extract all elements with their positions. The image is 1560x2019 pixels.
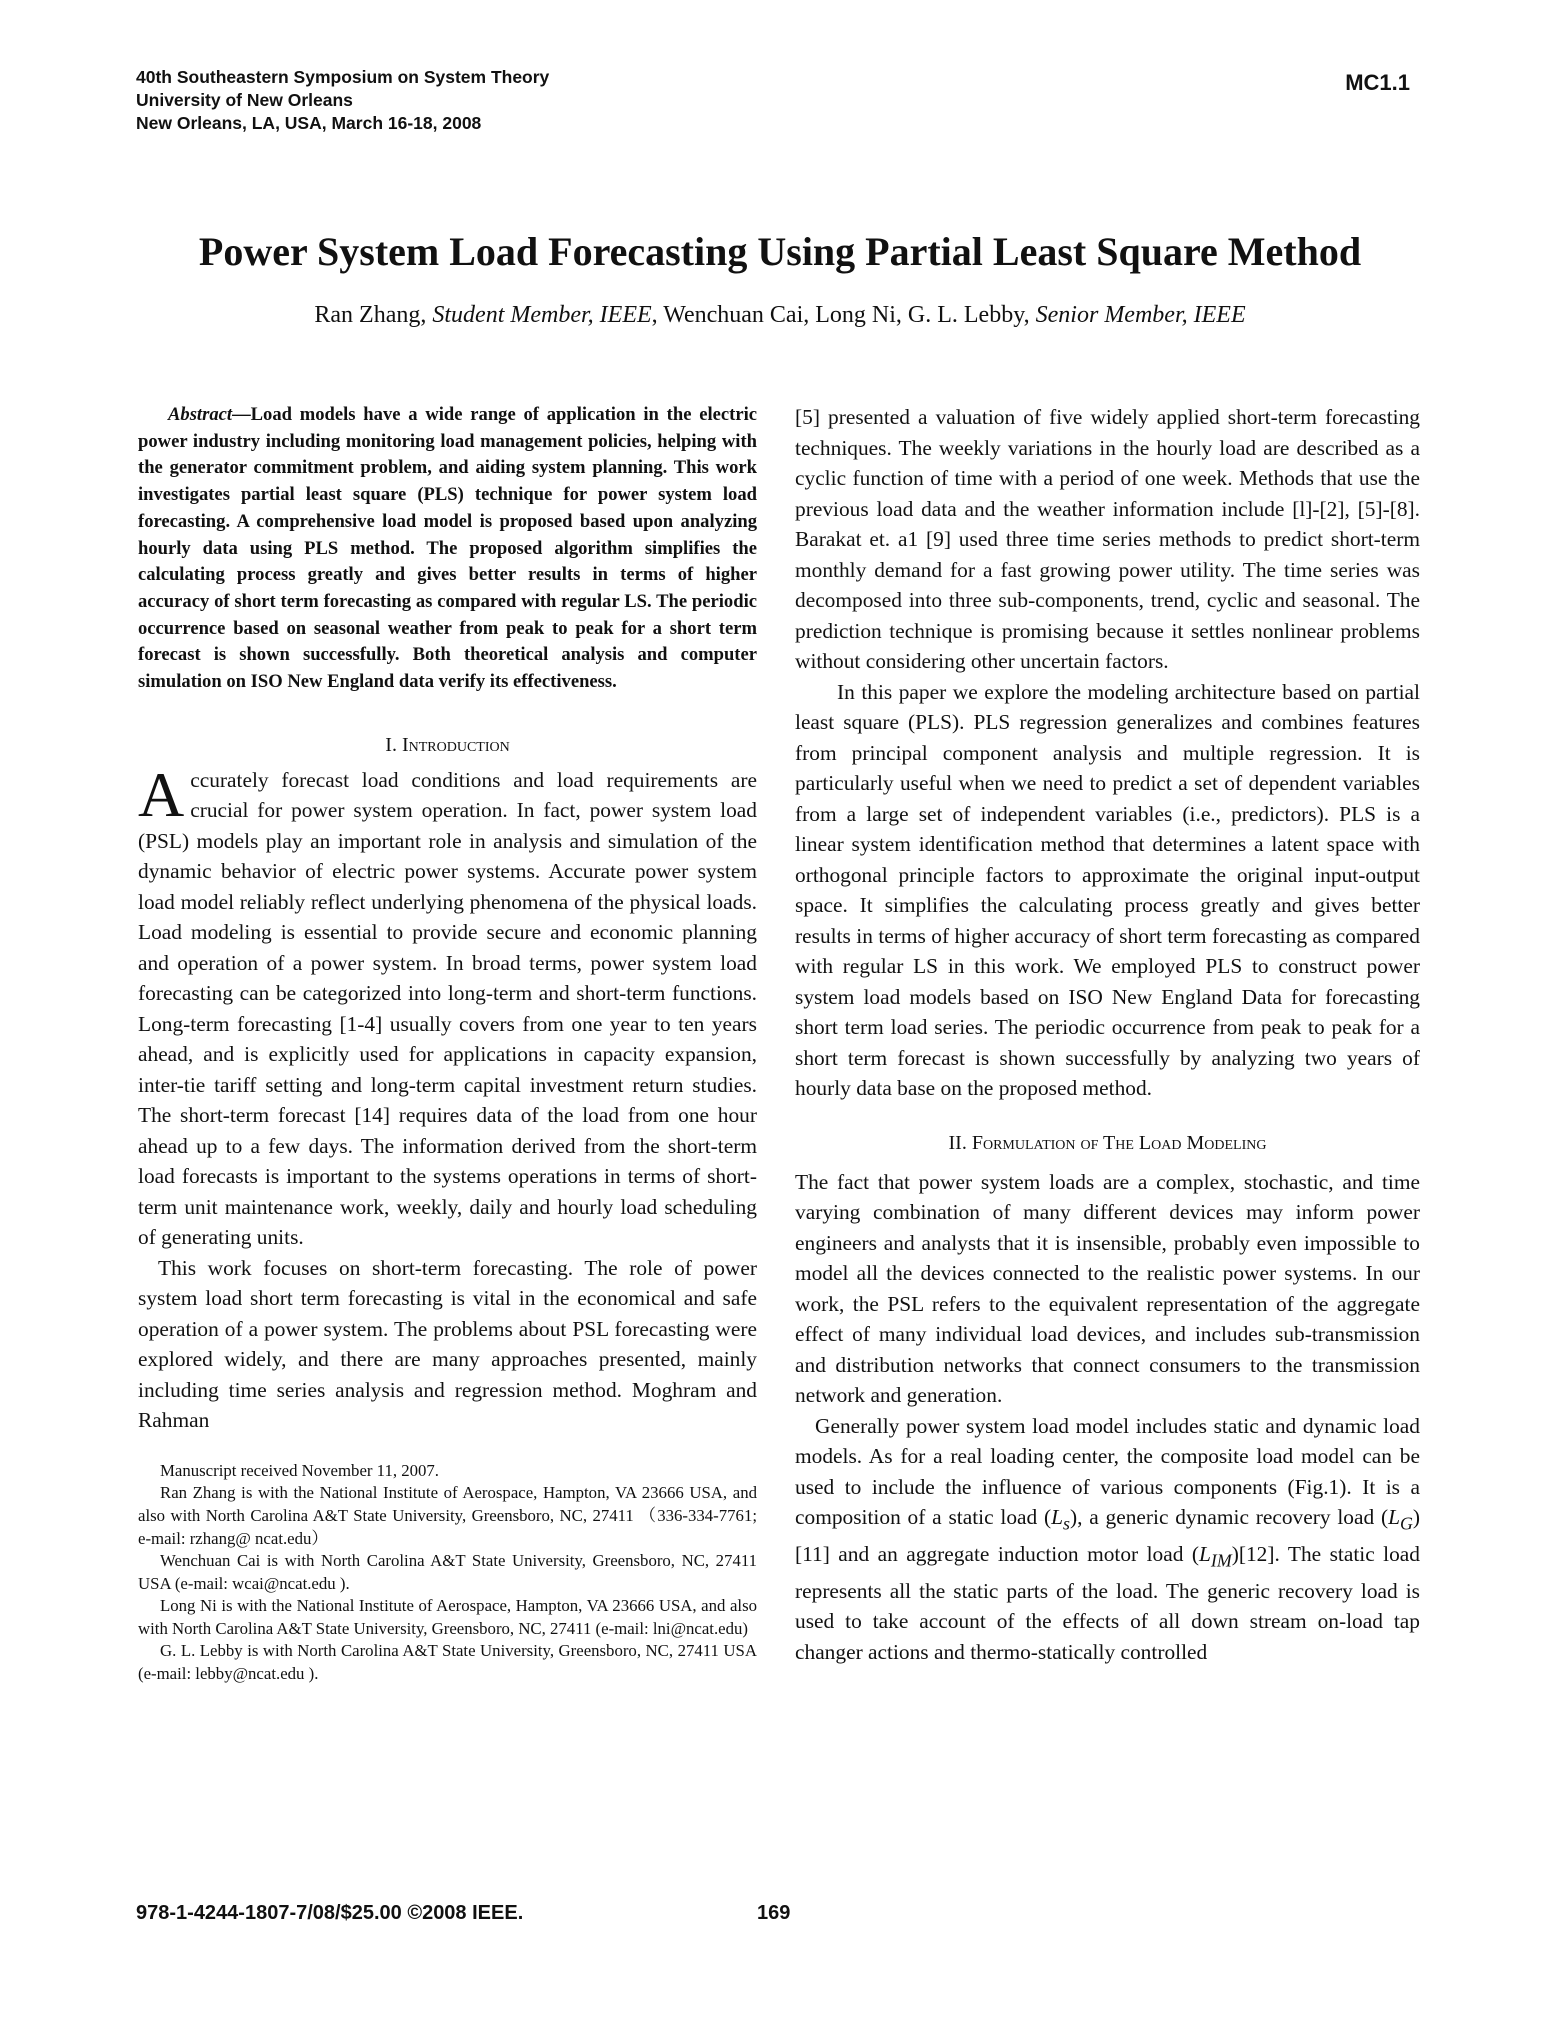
section-title: Formulation of The Load Modeling	[971, 1131, 1267, 1154]
intro-paragraph-3: [5] presented a valuation of five widely applied short-term forecasting techniques. The weekly variations in the hourly load are described as a cyclic function of time with a period of one week. Methods that use the previous load data and the weather information include [l]-[2], [5]-[8]. Barakat et. a1 [9] used three time series methods to predict short-term monthly demand for a fast growing power utility. The time series was decomposed into three sub-components, trend, cyclic and seasonal. The prediction technique is promising because it settles nonlinear problems without considering other uncertain factors.	[795, 405, 1420, 673]
intro-paragraph-1-text: ccurately forecast load conditions and load requirements are crucial for power system operation. In fact, power system load (PSL) models play an important role in analysis and simulation of the dynamic behavior of electric power systems. Accurate power system load model reliably reflect underlying phenomena of the physical loads. Load modeling is essential to provide secure and economic planning and operation of a power system. In broad terms, power system load forecasting can be categorized into long-term and short-term functions. Long-term forecasting [1-4] usually covers from one year to ten years ahead, and is explicitly used for applications in capacity expansion, inter-tie tariff setting and long-term capital investment return studies. The short-term forecast [14] requires data of the load from one hour ahead up to a few days. The information derived from the short-term load forecasts is important to the systems operations in terms of short-term unit maintenance work, weekly, daily and hourly load scheduling of generating units.	[138, 767, 757, 1250]
footnote-received: Manuscript received November 11, 2007.	[160, 1460, 439, 1480]
section-title: Introduction	[401, 733, 510, 756]
footnote-ni: Long Ni is with the National Institute of Aerospace, Hampton, VA 23666 USA, and also with North Carolina A&T State University, Greensboro, NC, 27411 (e-mail: lni@ncat.edu)	[138, 1596, 757, 1638]
symbol-letter: L	[1051, 1505, 1064, 1529]
induction-motor-load-symbol	[1199, 1541, 1232, 1571]
section-number: II.	[948, 1131, 967, 1154]
symbol-subscript: IM	[1210, 1550, 1232, 1571]
text-run: Generally power system load model includes static and dynamic load models. As for a real loading center, the composite load model can be used to include the influence of various components (Fig.1). It is a composition of a static load (	[795, 1413, 1420, 1529]
footnotes	[138, 1460, 757, 1686]
intro-paragraph-1	[138, 758, 757, 1253]
abstract-text: —Load models have a wide range of application in the electric power industry including monitoring load management policies, helping with the generator commitment problem, and aiding system planning. This work investigates partial least square (PLS) technique for power system load forecasting. A comprehensive load model is proposed based upon analyzing hourly data using PLS method. The proposed algorithm simplifies the calculating process greatly and gives better results in terms of higher accuracy of short term forecasting as compared with regular LS. The periodic occurrence based on seasonal weather from peak to peak for a short term forecast is shown successfully. Both theoretical analysis and computer simulation on ISO New England data verify its effectiveness.	[138, 404, 757, 693]
text-run: ), a generic dynamic recovery load (	[1070, 1505, 1389, 1529]
session-code: MC1.1	[1345, 70, 1410, 95]
university-name: University of New Orleans	[136, 90, 353, 110]
abstract-label: Abstract	[168, 404, 233, 425]
author-4-role: Senior Member, IEEE	[1035, 302, 1246, 328]
footnote-cai: Wenchuan Cai is with North Carolina A&T State University, Greensboro, NC, 27411 USA (e-mail: wcai@ncat.edu ).	[138, 1551, 757, 1593]
footnote-lebby: G. L. Lebby is with North Carolina A&T State University, Greensboro, NC, 27411 USA (e-mail: lebby@ncat.edu ).	[138, 1641, 757, 1684]
author-line	[0, 302, 1560, 329]
intro-paragraph-4: In this paper we explore the modeling architecture based on partial least square (PLS). PLS regression generalizes and combines features from principal component analysis and multiple regression. It is particularly useful when we need to predict a set of dependent variables from a large set of independent variables (i.e., predictors). PLS is a linear system identification method that determines a latent space with orthogonal principle factors to approximate the original input-output space. It simplifies the calculating process greatly and gives better results in terms of higher accuracy of short term forecasting as compared with regular LS in this work. We employed PLS to construct power system load models based on ISO New England Data for forecasting short term load series. The periodic occurrence from peak to peak for a short term forecast is shown successfully by analyzing two years of hourly data base on the proposed method.	[795, 679, 1420, 1100]
authors-middle: , Wenchuan Cai, Long Ni, G. L. Lebby,	[651, 302, 1036, 328]
author-1-role: Student Member, IEEE	[432, 302, 652, 328]
recovery-load-symbol	[1388, 1505, 1413, 1534]
section-heading-formulation	[795, 1132, 1420, 1155]
right-column	[795, 402, 1420, 1667]
footnote-zhang: Ran Zhang is with the National Institute of Aerospace, Hampton, VA 23666 USA, and also with North Carolina A&T State University, Greensboro, NC, 27411 （336-334-7761; e-mail: rzhang@ ncat.edu）	[138, 1483, 757, 1548]
abstract	[138, 402, 757, 696]
author-1: Ran Zhang,	[314, 302, 433, 328]
conference-location-date: New Orleans, LA, USA, March 16-18, 2008	[136, 113, 482, 133]
text-run: ) [11] and an aggregate induction motor load (	[795, 1505, 1420, 1566]
symbol-letter: L	[1199, 1541, 1211, 1566]
formulation-paragraph-1: The fact that power system loads are a complex, stochastic, and time varying combination of many different devices may inform power engineers and analysts that it is insensible, probably even impossible to model all the devices connected to the realistic power systems. In our work, the PSL refers to the equivalent representation of the aggregate effect of many individual load devices, and includes sub-transmission and distribution networks that connect consumers to the transmission network and generation.	[795, 1169, 1420, 1407]
symbol-subscript: s	[1063, 1513, 1070, 1534]
conference-name: 40th Southeastern Symposium on System Theory	[136, 67, 550, 87]
symbol-subscript: G	[1400, 1513, 1413, 1534]
symbol-letter: L	[1388, 1505, 1400, 1529]
page-number: 169	[757, 1902, 791, 1924]
left-column	[138, 402, 757, 1686]
formulation-paragraph-2	[795, 1411, 1420, 1668]
conference-header	[136, 66, 549, 135]
drop-cap: A	[138, 758, 185, 830]
static-load-symbol	[1051, 1505, 1070, 1534]
section-number: I.	[385, 733, 397, 756]
text-run: )[12]. The static load represents all the static parts of the load. The generic recovery load is used to take account of the effects of all down stream on-load tap changer actions and thermo-statically controlled	[795, 1541, 1420, 1664]
footer-isbn: 978-1-4244-1807-7/08/$25.00 ©2008 IEEE.	[136, 1902, 524, 1924]
intro-paragraph-2: This work focuses on short-term forecasting. The role of power system load short term forecasting is vital in the economical and safe operation of a power system. The problems about PSL forecasting were explored widely, and there are many approaches presented, mainly including time series analysis and regression method. Moghram and Rahman	[138, 1255, 757, 1433]
paper-title: Power System Load Forecasting Using Partial Least Square Method	[198, 229, 1362, 274]
section-heading-introduction	[138, 734, 757, 757]
